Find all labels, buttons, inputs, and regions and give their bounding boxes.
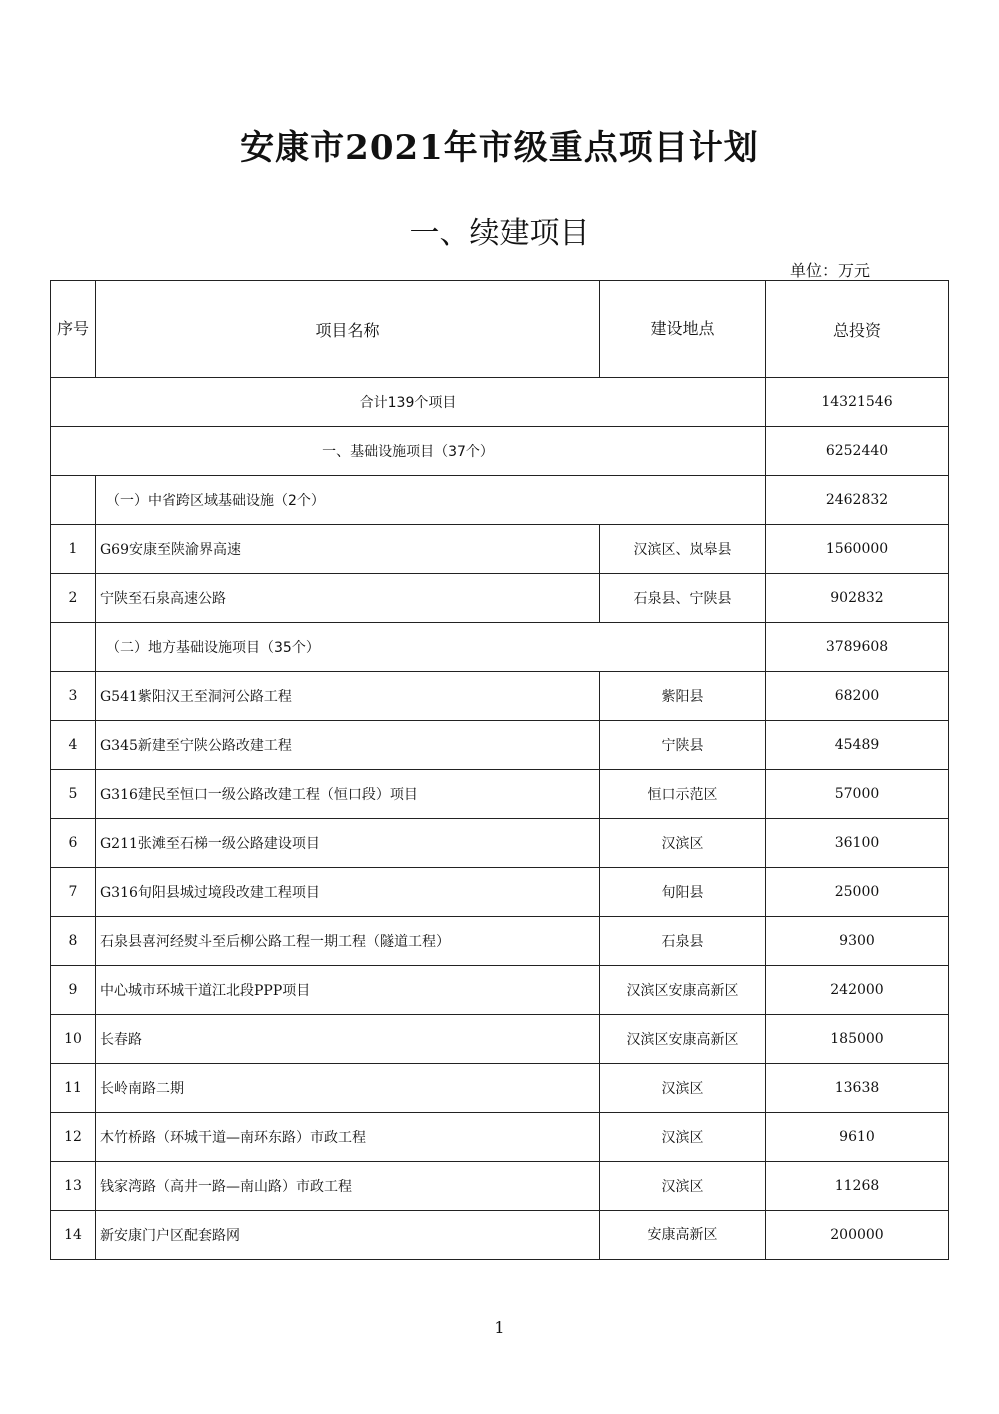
group-label: （二）地方基础设施项目（35个）	[96, 623, 766, 672]
group-value: 2462832	[766, 476, 949, 525]
row-seq: 1	[51, 525, 96, 574]
row-seq: 7	[51, 868, 96, 917]
row-name: G69安康至陕渝界高速	[96, 525, 600, 574]
row-investment: 902832	[766, 574, 949, 623]
row-name: 新安康门户区配套路网	[96, 1211, 600, 1260]
row-seq: 6	[51, 819, 96, 868]
row-investment: 1560000	[766, 525, 949, 574]
table-row	[51, 966, 949, 1015]
group-value: 3789608	[766, 623, 949, 672]
row-seq: 4	[51, 721, 96, 770]
table-row	[51, 574, 949, 623]
table-row	[51, 868, 949, 917]
table-row	[51, 770, 949, 819]
row-location: 汉滨区	[600, 1113, 766, 1162]
row-investment: 36100	[766, 819, 949, 868]
row-investment: 242000	[766, 966, 949, 1015]
table-row	[51, 525, 949, 574]
row-seq: 3	[51, 672, 96, 721]
row-seq: 8	[51, 917, 96, 966]
row-seq: 14	[51, 1211, 96, 1260]
page-number: 1	[494, 1318, 505, 1337]
row-name: 木竹桥路（环城干道—南环东路）市政工程	[96, 1113, 600, 1162]
section-label: 一、基础设施项目（37个）	[51, 427, 766, 476]
unit-label: 单位：万元	[790, 261, 871, 280]
row-location: 汉滨区	[600, 1162, 766, 1211]
document-title: 安康市2021年市级重点项目计划	[240, 128, 759, 168]
table-header-row	[51, 281, 949, 378]
row-investment: 45489	[766, 721, 949, 770]
row-name: G345新建至宁陕公路改建工程	[96, 721, 600, 770]
group-label: （一）中省跨区域基础设施（2个）	[96, 476, 766, 525]
row-investment: 9610	[766, 1113, 949, 1162]
table-row	[51, 672, 949, 721]
header-investment: 总投资	[766, 281, 949, 378]
row-location: 石泉县	[600, 917, 766, 966]
table-row	[51, 819, 949, 868]
row-location: 安康高新区	[600, 1211, 766, 1260]
row-investment: 68200	[766, 672, 949, 721]
row-investment: 11268	[766, 1162, 949, 1211]
row-name: G316建民至恒口一级公路改建工程（恒口段）项目	[96, 770, 600, 819]
header-location: 建设地点	[600, 281, 766, 378]
row-investment: 57000	[766, 770, 949, 819]
row-investment: 185000	[766, 1015, 949, 1064]
row-seq: 12	[51, 1113, 96, 1162]
row-name: 长岭南路二期	[96, 1064, 600, 1113]
row-location: 汉滨区、岚皋县	[600, 525, 766, 574]
row-name: G316旬阳县城过境段改建工程项目	[96, 868, 600, 917]
row-investment: 9300	[766, 917, 949, 966]
table-row	[51, 721, 949, 770]
row-location: 紫阳县	[600, 672, 766, 721]
header-seq: 序号	[51, 281, 96, 378]
row-name: 中心城市环城干道江北段PPP项目	[96, 966, 600, 1015]
row-location: 宁陕县	[600, 721, 766, 770]
group-seq-empty	[51, 476, 96, 525]
row-location: 汉滨区安康高新区	[600, 1015, 766, 1064]
table-row	[51, 1211, 949, 1260]
row-location: 汉滨区安康高新区	[600, 966, 766, 1015]
section-value: 6252440	[766, 427, 949, 476]
row-investment: 13638	[766, 1064, 949, 1113]
row-seq: 11	[51, 1064, 96, 1113]
row-investment: 25000	[766, 868, 949, 917]
row-name: 长春路	[96, 1015, 600, 1064]
section-heading: 一、续建项目	[409, 216, 590, 251]
table-row	[51, 917, 949, 966]
row-name: 石泉县喜河经熨斗至后柳公路工程一期工程（隧道工程）	[96, 917, 600, 966]
section-row	[51, 427, 949, 476]
row-seq: 2	[51, 574, 96, 623]
row-name: 宁陕至石泉高速公路	[96, 574, 600, 623]
row-seq: 10	[51, 1015, 96, 1064]
total-row	[51, 378, 949, 427]
table-row	[51, 1064, 949, 1113]
row-location: 汉滨区	[600, 819, 766, 868]
row-location: 恒口示范区	[600, 770, 766, 819]
row-name: G541紫阳汉王至洞河公路工程	[96, 672, 600, 721]
row-seq: 5	[51, 770, 96, 819]
group-row	[51, 623, 949, 672]
header-name: 项目名称	[96, 281, 600, 378]
table-row	[51, 1162, 949, 1211]
total-value: 14321546	[766, 378, 949, 427]
row-seq: 9	[51, 966, 96, 1015]
row-seq: 13	[51, 1162, 96, 1211]
row-name: G211张滩至石梯一级公路建设项目	[96, 819, 600, 868]
row-location: 旬阳县	[600, 868, 766, 917]
group-seq-empty	[51, 623, 96, 672]
row-name: 钱家湾路（高井一路—南山路）市政工程	[96, 1162, 600, 1211]
row-investment: 200000	[766, 1211, 949, 1260]
group-row	[51, 476, 949, 525]
project-table	[50, 280, 949, 1260]
table-row	[51, 1015, 949, 1064]
row-location: 汉滨区	[600, 1064, 766, 1113]
row-location: 石泉县、宁陕县	[600, 574, 766, 623]
total-label: 合计139个项目	[51, 378, 766, 427]
table-row	[51, 1113, 949, 1162]
